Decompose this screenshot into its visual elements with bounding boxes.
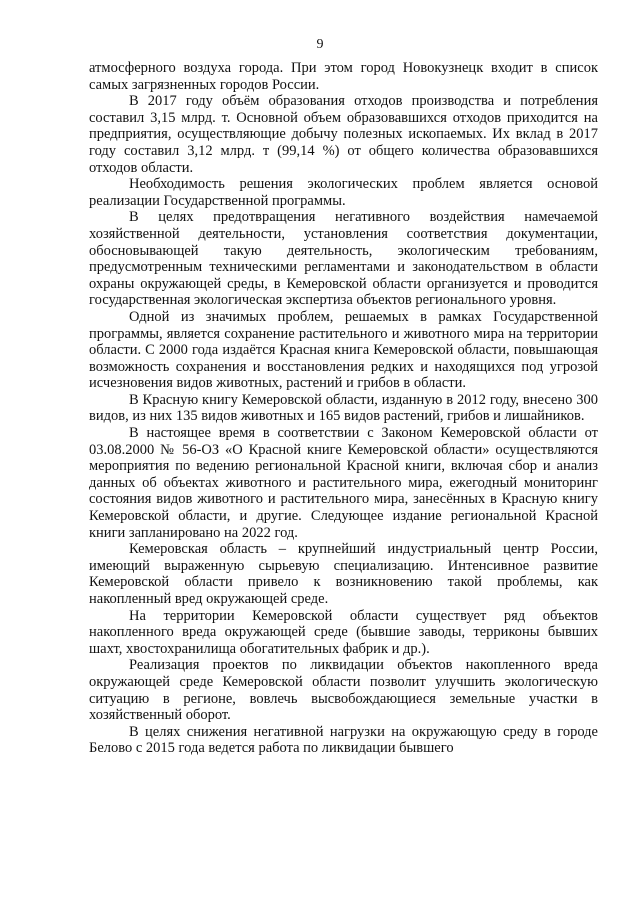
paragraph-belovo: В целях снижения негативной нагрузки на окружающую среду в городе Белово с 2015 года ведется работа по ликвидации бывшего — [89, 723, 598, 757]
paragraph-waste-volume: В 2017 году объём образования отходов производства и потребления составил 3,15 млрд. т. Основной объем образовавшихся отходов приходится на предприятия, осуществляющие добычу полезных ископаемых. Их вклад в 2017 году составил 3,12 млрд. т (99,14 %) от общего количества образовавшихся отходов области. — [89, 93, 598, 176]
paragraph-red-book-intro: Одной из значимых проблем, решаемых в рамках Государственной программы, является сохранение растительного и животного мира на территории области. С 2000 года издаётся Красная книга Кемеровской области, повышающая возможность сохранения и восстановления редких и находящихся под угрозой исчезновения видов животных, растений и грибов в области. — [89, 308, 598, 392]
paragraph-red-book-law: В настоящее время в соответствии с Законом Кемеровской области от 03.08.2000 № 56-ОЗ «О Красной книге Кемеровской области» осуществляются мероприятия по ведению региональной Красной книги, включая сбор и анализ данных об объектах животного и растительного мира, ежегодный мониторинг состояния видов животного и растительного мира, занесённых в Красную книгу Кемеровской области, и другие. Следующее издание региональной Красной книги запланировано на 2022 год. — [89, 425, 598, 541]
paragraph-red-book-species: В Красную книгу Кемеровской области, изданную в 2012 году, внесено 300 видов, из них 135 видов животных и 165 видов растений, грибов и лишайников. — [89, 391, 598, 425]
paragraph-accumulated-harm: На территории Кемеровской области существует ряд объектов накопленного вреда окружающей среде (бывшие заводы, терриконы бывших шахт, хвостохранилища обогатительных фабрик и др.). — [89, 607, 598, 657]
paragraph-liquidation-projects: Реализация проектов по ликвидации объектов накопленного вреда окружающей среде Кемеровской области позволит улучшить экологическую ситуацию в регионе, вовлечь высвобождающиеся земельные участки в хозяйственный оборот. — [89, 657, 598, 724]
page-number: 9 — [316, 37, 324, 52]
paragraph-industrial-center: Кемеровская область – крупнейший индустриальный центр России, имеющий выраженную сырьевую специализацию. Интенсивное развитие Кемеровской области привело к возникновению такой проблемы, как накопленный вред окружающей среде. — [89, 541, 598, 607]
paragraph-ecological-expertise: В целях предотвращения негативного воздействия намечаемой хозяйственной деятельности, установления соответствия документации, обосновывающей такую деятельность, экологическим требованиям, предусмотренным техническими регламентами и законодательством в области охраны окружающей среды, в Кемеровской области организуется и проводится государственная экологическая экспертиза объектов регионального уровня. — [89, 209, 598, 309]
paragraph-program-basis: Необходимость решения экологических проблем является основой реализации Государственной программы. — [89, 176, 598, 209]
document-body — [89, 60, 598, 757]
paragraph-continuation: атмосферного воздуха города. При этом город Новокузнецк входит в список самых загрязненных городов России. — [89, 60, 598, 93]
